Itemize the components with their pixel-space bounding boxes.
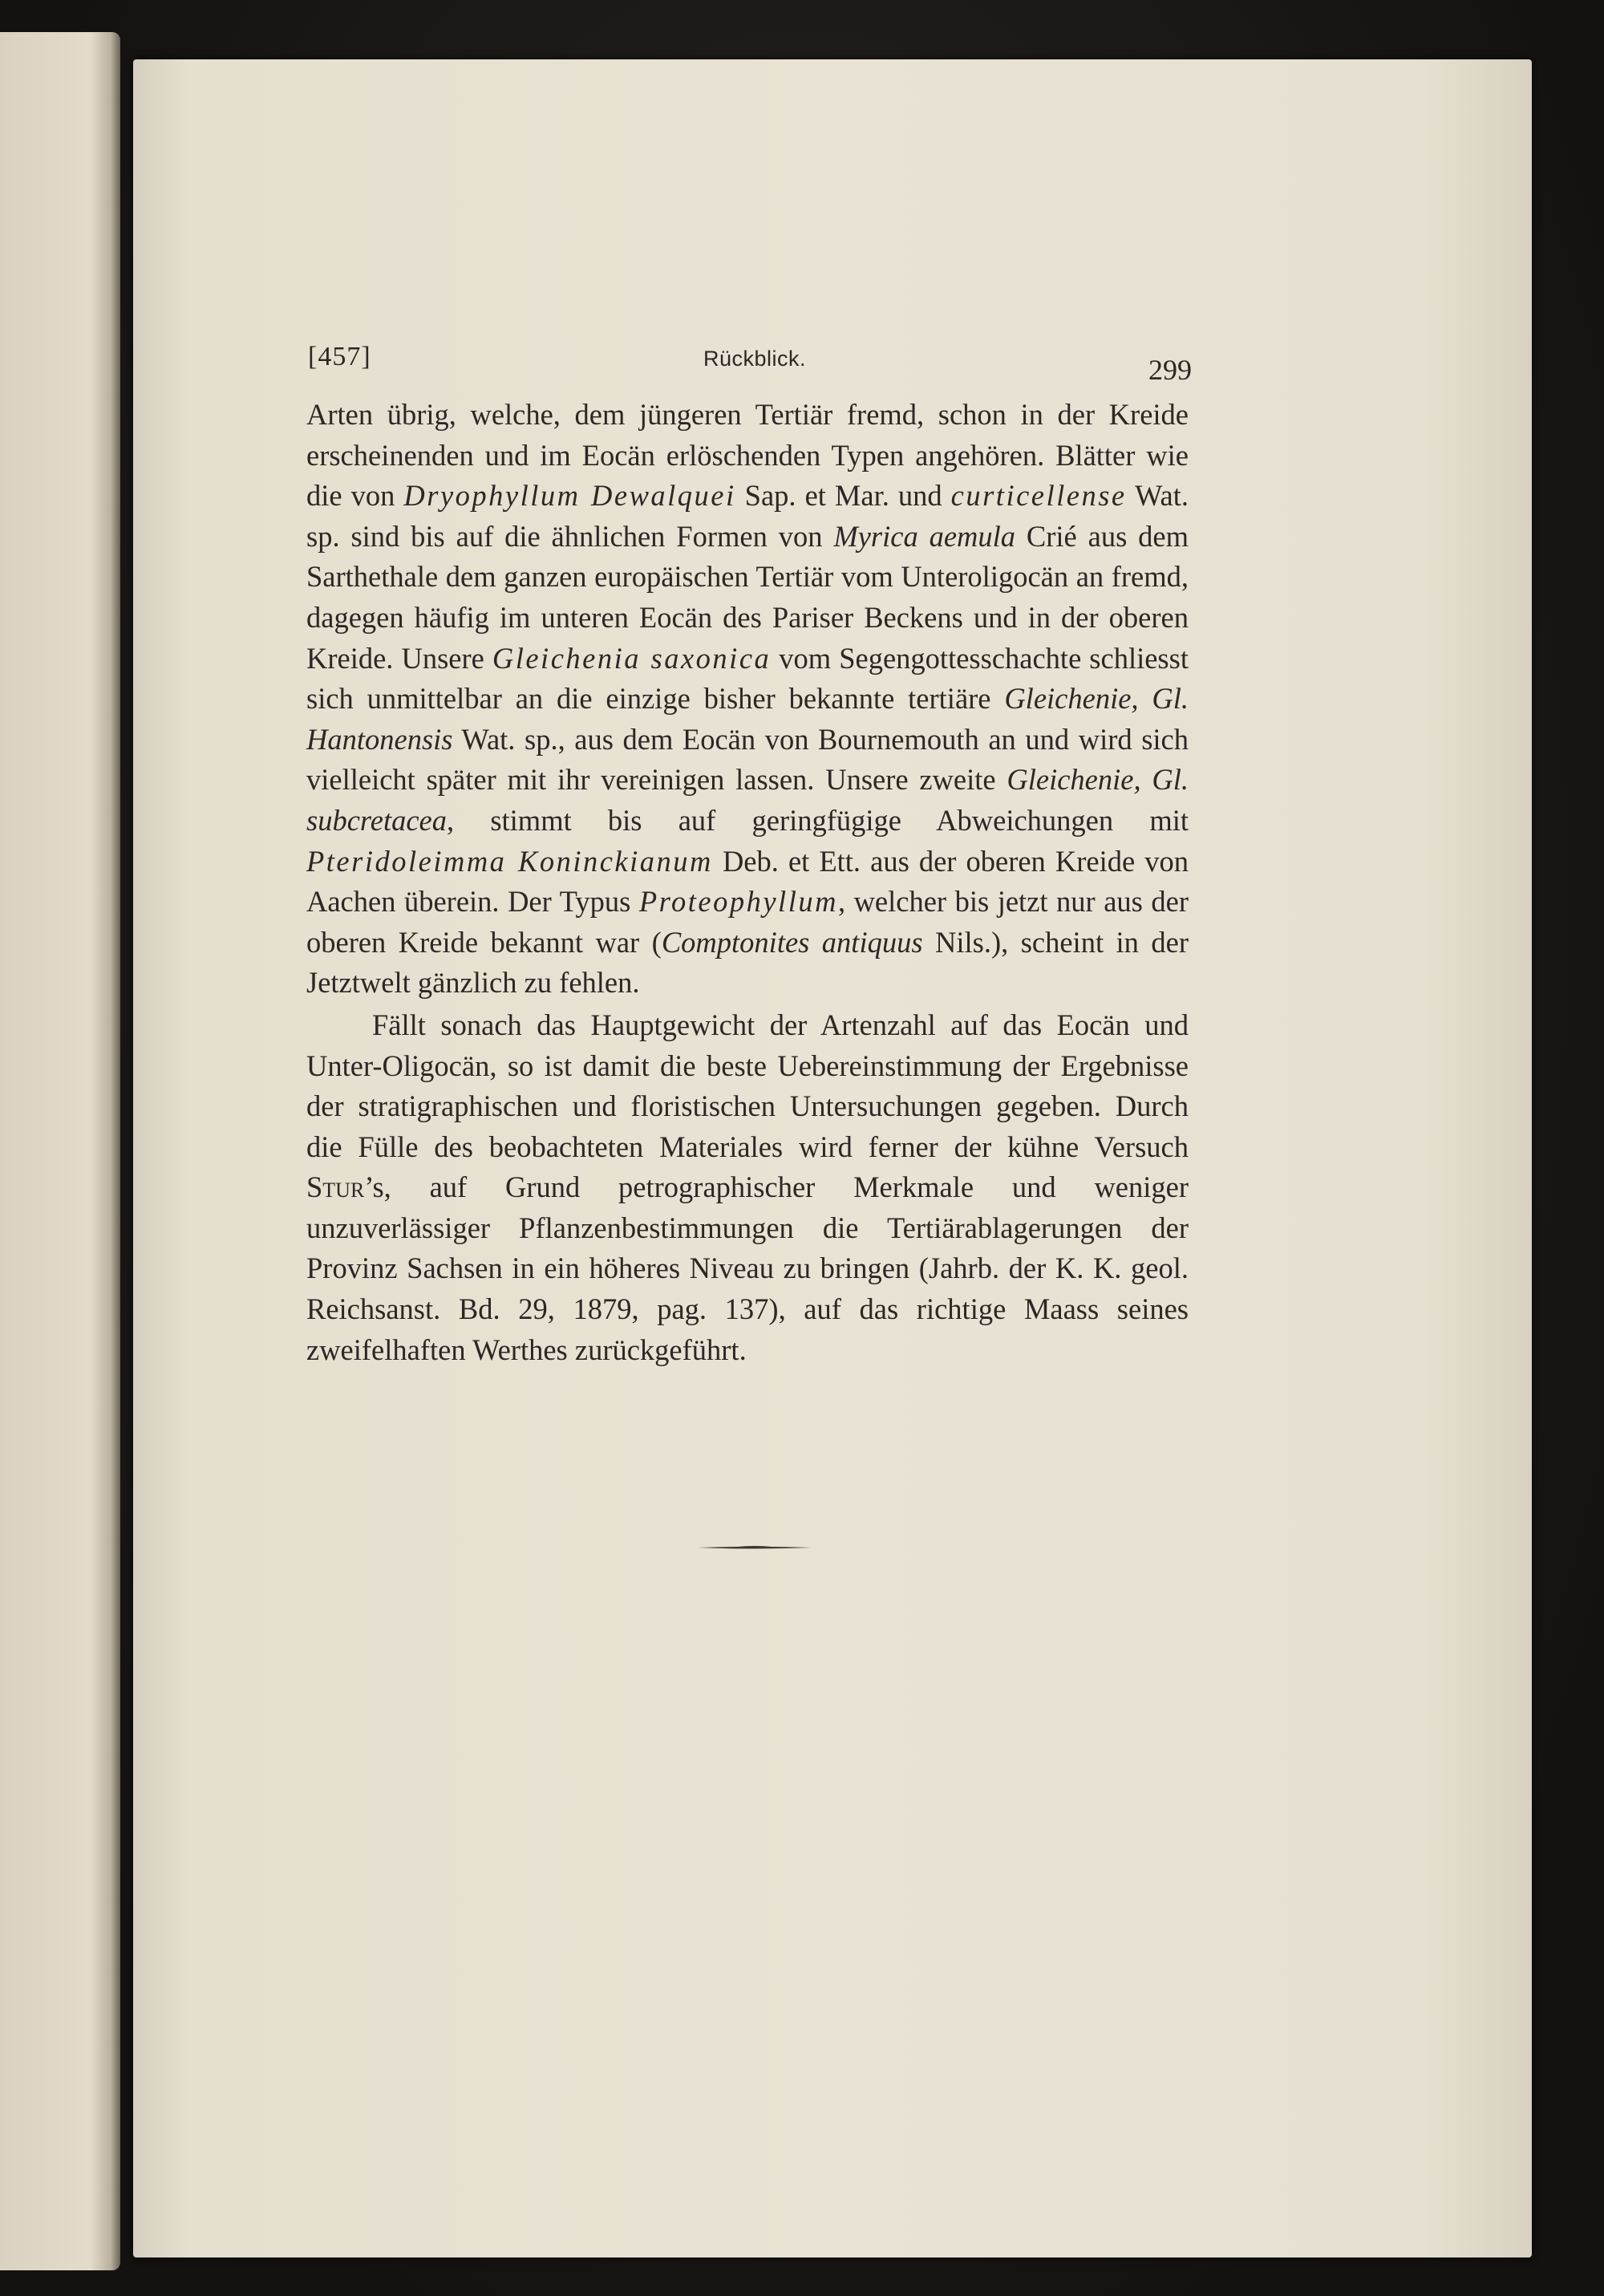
taxon-name: Comptonites antiquus — [661, 925, 923, 959]
paragraph-2 — [306, 1005, 1189, 1370]
text-run: Crié aus dem Sarthethale dem ganzen europäischen Tertiär vom Unteroligocän an fremd, dagegen häufig im unteren Eocän des Pariser Beckens und in der oberen Kreide. Unsere — [306, 519, 1189, 675]
body-text — [306, 395, 1189, 1370]
text-run: Wat. sp. sind bis auf die ähnlichen Formen von — [306, 479, 1189, 553]
end-ornament — [698, 1545, 812, 1550]
text-run: Arten übrig, welche, dem jüngeren Tertiär fremd, schon in der Kreide erscheinenden und im Eocän erlöschenden Typen angehören. Blätter wie die von — [306, 398, 1189, 513]
facing-page-edge — [0, 32, 120, 2270]
running-head — [306, 337, 1192, 386]
taxon-name: Dryophyllum Dewalquei — [403, 479, 736, 513]
running-title: Rückblick. — [703, 347, 807, 371]
taxon-name: Proteophyllum — [638, 885, 838, 919]
page-number: 299 — [1148, 354, 1192, 386]
taxon-name: Myrica aemula — [833, 519, 1016, 553]
taxon-name: Gleichenie, Gl. Hantonensis — [306, 682, 1189, 756]
text-run: Deb. et Ett. aus der oberen Kreide von Aachen überein. Der Typus — [306, 844, 1189, 919]
author-name: Stur — [306, 1170, 365, 1204]
taxon-name: Pteridoleimma Koninckianum — [306, 844, 713, 878]
paragraph-1 — [306, 395, 1189, 1004]
taxon-name: curticellense — [950, 479, 1127, 513]
section-number: [457] — [308, 342, 371, 371]
taxon-name: Gleichenia saxonica — [492, 641, 772, 675]
taxon-name: Gleichenie, Gl. subcretacea — [306, 763, 1189, 837]
text-run: Wat. sp., aus dem Eocän von Bournemouth an und wird sich vielleicht später mit ihr vereinigen lassen. Unsere zweite — [306, 722, 1189, 797]
text-run: Nils.), scheint in der Jetztwelt gänzlich zu fehlen. — [306, 925, 1189, 1000]
page-content — [306, 337, 1192, 1370]
text-run: ’s, auf Grund petrographischer Merkmale und weniger unzuverlässiger Pflanzenbestimmungen die Tertiärablagerungen der Provinz Sachsen in ein höheres Niveau zu bringen (Jahrb. der K. K. geol. Reichsanst. Bd. 29, 1879, pag. 137), auf das richtige Maass seines zweifelhaften Werthes zurückgeführt. — [306, 1170, 1189, 1366]
text-run: , stimmt bis auf geringfügige Abweichungen mit — [447, 803, 1189, 837]
text-run: vom Segengottesschachte schliesst sich unmittelbar an die einzige bisher bekannte tertiäre — [306, 641, 1189, 716]
text-run: Fällt sonach das Hauptgewicht der Artenzahl auf das Eocän und Unter-Oligocän, so ist damit die beste Uebereinstimmung der Ergebnisse der stratigraphischen und floristischen Untersuchungen gegeben. Durch die Fülle des beobachteten Materiales wird ferner der kühne Versuch — [306, 1008, 1189, 1163]
text-run: , welcher bis jetzt nur aus der oberen Kreide bekannt war ( — [306, 885, 1189, 959]
text-run: Sap. et Mar. und — [735, 479, 951, 513]
